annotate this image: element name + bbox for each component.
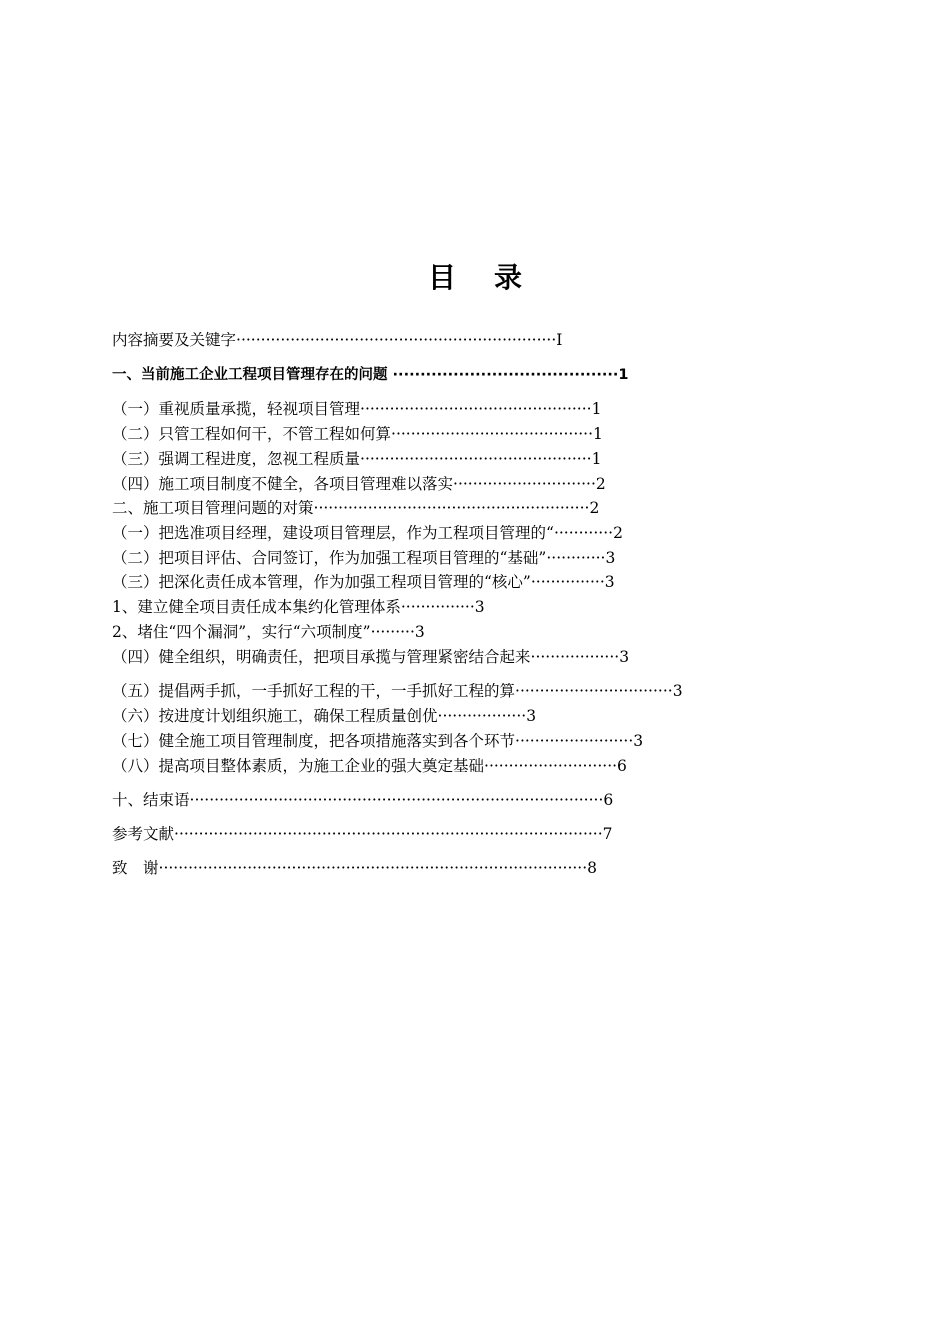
toc-entry-page: 6 <box>603 791 614 809</box>
toc-entry[interactable] <box>112 397 601 421</box>
toc-entry-leader: ································ <box>515 682 673 700</box>
toc-entry-leader: ························ <box>515 732 634 750</box>
toc-entry-text: （八）提高项目整体素质，为施工企业的强大奠定基础 <box>112 757 485 775</box>
toc-entry-text: 内容摘要及关键字 <box>112 331 237 349</box>
toc-entry-page: 3 <box>633 732 644 750</box>
toc-entry[interactable] <box>112 822 613 846</box>
toc-entry-text: 一、当前施工企业工程项目管理存在的问题 <box>112 367 393 383</box>
toc-entry-page: 8 <box>587 859 598 877</box>
toc-entry[interactable] <box>112 679 683 703</box>
toc-entry[interactable] <box>112 363 628 387</box>
toc-entry-page: 3 <box>605 549 616 567</box>
toc-entry-leader: ··············································· <box>360 400 592 418</box>
toc-entry-text: 2、堵住“四个漏洞”，实行“六项制度” <box>112 623 371 641</box>
toc-entry[interactable] <box>112 521 623 545</box>
toc-entry-page: 2 <box>595 475 606 493</box>
toc-entry-page: 3 <box>672 682 683 700</box>
toc-entry-text: 二、施工项目管理问题的对策 <box>112 499 314 517</box>
toc-entry-text: （六）按进度计划组织施工，确保工程质量创优 <box>112 707 438 725</box>
toc-entry-leader: ··············································· <box>360 450 592 468</box>
toc-entry-text: 十、结束语 <box>112 791 190 809</box>
toc-entry-leader: ········· <box>370 623 415 641</box>
toc-entry-page: 2 <box>613 524 623 542</box>
toc-entry-text: （二）只管工程如何干，不管工程如何算 <box>112 425 392 443</box>
toc-entry-leader: ········································· <box>392 367 619 383</box>
toc-entry[interactable] <box>112 546 615 570</box>
toc-entry-text: （一）把选准项目经理，建设项目管理层，作为工程项目管理的“ <box>112 524 554 542</box>
toc-entry-leader: ································································· <box>236 331 557 349</box>
toc-entry-page: 1 <box>591 400 602 418</box>
toc-entry[interactable] <box>112 729 643 753</box>
toc-entry[interactable] <box>112 447 601 471</box>
toc-entry-text: （五）提倡两手抓，一手抓好工程的干，一手抓好工程的算 <box>112 682 516 700</box>
toc-entry-leader: ·················· <box>437 707 527 725</box>
toc-entry-leader: ··············· <box>400 598 475 616</box>
toc-entry-text: （四）健全组织，明确责任，把项目承揽与管理紧密结合起来 <box>112 648 531 666</box>
toc-entry-text: 致 谢 <box>112 859 159 877</box>
toc-entry[interactable] <box>112 422 603 446</box>
toc-entry-text: （七）健全施工项目管理制度，把各项措施落实到各个环节 <box>112 732 516 750</box>
toc-entry[interactable] <box>112 704 536 728</box>
toc-entry-leader: ···················································································· <box>189 791 604 809</box>
toc-entry-leader: ······················································································· <box>158 859 588 877</box>
toc-entry-leader: ··············· <box>530 573 605 591</box>
toc-entry[interactable] <box>112 788 613 812</box>
toc-entry[interactable] <box>112 570 615 594</box>
toc-entry-leader: ······················································································· <box>174 825 603 843</box>
toc-title-left: 目 <box>427 261 456 294</box>
toc-entry-leader: ····························· <box>453 475 596 493</box>
toc-entry-leader: ············ <box>546 549 606 567</box>
toc-entry[interactable] <box>112 754 627 778</box>
toc-entry-leader: ············ <box>553 524 614 542</box>
toc-entry-page: 3 <box>474 598 485 616</box>
toc-entry-leader: ························································ <box>313 499 590 517</box>
toc-entry-text: （四）施工项目制度不健全，各项目管理难以落实 <box>112 475 454 493</box>
toc-entry-page: 2 <box>589 499 600 517</box>
toc-entry-page: 3 <box>619 648 630 666</box>
toc-title <box>0 258 950 298</box>
toc-entry[interactable] <box>112 328 562 352</box>
toc-entry[interactable] <box>112 620 425 644</box>
toc-entry-leader: ·················· <box>530 648 620 666</box>
toc-entry-page: 1 <box>591 450 602 468</box>
toc-entry[interactable] <box>112 856 597 880</box>
toc-entry-text: （三）把深化责任成本管理，作为加强工程项目管理的“核心” <box>112 573 531 591</box>
toc-title-right: 录 <box>494 261 523 294</box>
toc-entry-page: 6 <box>617 757 627 775</box>
toc-entry-text: （二）把项目评估、合同签订，作为加强工程项目管理的“基础” <box>112 549 547 567</box>
toc-entry-page: 1 <box>618 367 629 383</box>
toc-entry-page: 7 <box>602 825 613 843</box>
toc-entry-text: （一）重视质量承揽，轻视项目管理 <box>112 400 361 418</box>
toc-entry-page: 3 <box>414 623 425 641</box>
toc-entry-page: I <box>556 331 563 349</box>
toc-entry[interactable] <box>112 595 485 619</box>
toc-entry[interactable] <box>112 472 606 496</box>
toc-entry[interactable] <box>112 645 629 669</box>
toc-entry-text: 参考文献 <box>112 825 175 843</box>
toc-entry[interactable] <box>112 496 599 520</box>
toc-entry-text: 1、建立健全项目责任成本集约化管理体系 <box>112 598 401 616</box>
toc-entry-leader: ··························· <box>484 757 618 775</box>
toc-entry-page: 3 <box>526 707 537 725</box>
toc-entry-text: （三）强调工程进度，忽视工程质量 <box>112 450 361 468</box>
toc-entry-page: 1 <box>593 425 603 443</box>
toc-entry-page: 3 <box>604 573 615 591</box>
toc-entry-leader: ········································· <box>391 425 594 443</box>
